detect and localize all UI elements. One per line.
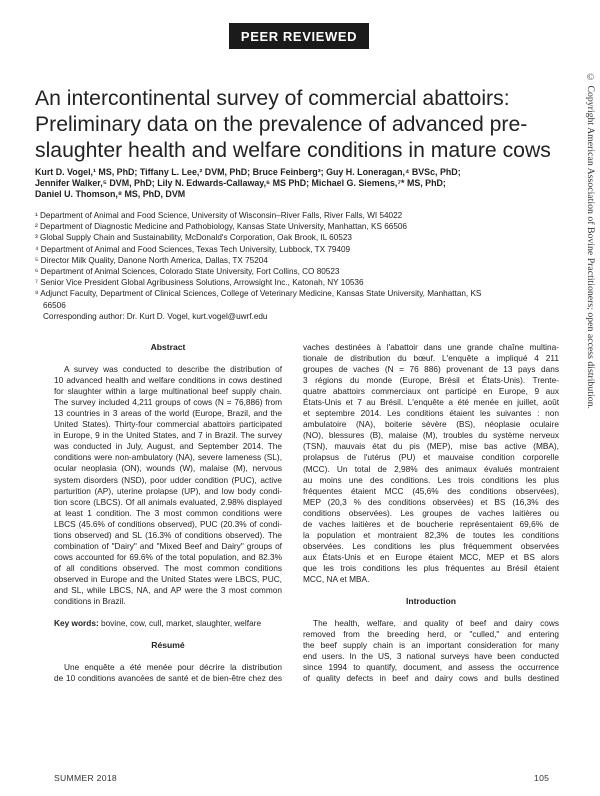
text-line: and SL, while LBCS, NA, and AP were the 3 most common <box>54 584 282 595</box>
text-line: tion score (LBCS). Of all animals evaluated, 2.98% displayed <box>54 496 282 507</box>
text-line: aux États-Unis et en Europe étaient MCC, MEP et BS alors <box>303 551 559 562</box>
text-line: ocular neoplasia (ON), wounds (W), malaise (M), nervous <box>54 463 282 474</box>
left-column <box>54 342 282 684</box>
text-line: de 10 conditions avancées de santé et de bien-être chez des <box>54 673 282 684</box>
author-line: Jennifer Walker,⁵ DVM, PhD; Lily N. Edwards-Callaway,⁶ MS PhD; Michael G. Siemens,⁷* MS, PhD; <box>35 178 446 188</box>
affiliation: ⁵ Director Milk Quality, Danone North America, Dallas, TX 75204 <box>35 255 268 265</box>
text-line: que les trois conditions les plus fréquentes au Brésil étaient <box>303 562 559 573</box>
text-line: of all conditions observed. The most common conditions <box>54 562 282 573</box>
text-line: combination of "Dairy" and "Mixed Beef and Dairy" groups of <box>54 540 282 551</box>
text-line: (MCC). Un total de 2,98% des animaux évalués montraient <box>303 463 559 474</box>
text-line: 3 régions du monde (Europe, Brésil et États-Unis). Trente- <box>303 375 559 386</box>
affiliation: 66506 <box>43 300 66 310</box>
text-line: (NO), blessures (B), malaise (M), troubles du système nerveux <box>303 430 559 441</box>
right-column <box>303 342 559 684</box>
text-line: MCC, NA et MBA. <box>303 573 370 584</box>
text-line: 13 countries in 3 areas of the world (Europe, Brazil, and the <box>54 408 282 419</box>
text-line: observed in Europe and the United States were LBCS, PUC, <box>54 573 282 584</box>
text-line: LBCS (45.6% of conditions observed), PUC (20.3% of condi- <box>54 518 282 529</box>
text-line: United States). Thirty-four commercial abattoirs participated <box>54 419 282 430</box>
introduction-heading: Introduction <box>405 596 457 607</box>
author-line: Daniel U. Thomson,⁸ MS, PhD, DVM <box>35 189 186 199</box>
text-line: Une enquête a été menée pour décrire la distribution <box>64 662 282 673</box>
text-line: the beef supply chain is an important consideration for many <box>303 640 559 651</box>
text-line: prolapsus de l'utérus (PU) et mauvaise condition corporelle <box>303 452 559 463</box>
text-line: vaches destinées à l'abattoir dans une grande chaîne multina- <box>303 342 559 352</box>
text-line: États-Unis et 7 au Brésil. L'enquête a été menée en juillet, août <box>303 397 559 408</box>
text-line: au moins une des conditions. Les trois conditions les plus <box>303 474 559 485</box>
text-line: la population et montraient 82,3% de toutes les conditions <box>303 529 559 540</box>
affiliation: ⁸ Adjunct Faculty, Department of Clinical Sciences, College of Veterinary Medicine, Kansas State University, Manhattan, KS <box>35 289 482 299</box>
affiliation: ⁷ Senior Vice President Global Agribusiness Solutions, Arrowsight Inc., Katonah, NY 10536 <box>35 278 364 288</box>
text-line: conditions observées). Les groupes de vaches laitières ou <box>303 507 559 518</box>
author-line: Kurt D. Vogel,¹ MS, PhD; Tiffany L. Lee,² DVM, PhD; Bruce Feinberg³; Guy H. Loneragan,⁴ BVSc, PhD; <box>35 167 461 177</box>
text-line: since 1994 to quantify, document, and assess the occurrence <box>303 662 559 673</box>
title-line: An intercontinental survey of commercial abattoirs: <box>35 87 510 110</box>
text-line: conditions were non-ambulatory (NA), severe lameness (SL), <box>54 452 282 463</box>
text-line: at least 1 condition. The 3 most common conditions were <box>54 507 282 518</box>
text-line: The health, welfare, and quality of beef and dairy cows <box>313 618 559 629</box>
abstract-heading: Abstract <box>150 342 186 352</box>
text-line: tionale de distribution du bœuf. L'enquête a impliqué 4 211 <box>303 353 559 364</box>
text-line: of quality defects in beef and dairy cows and bulls destined <box>303 673 559 684</box>
affiliations <box>35 210 563 322</box>
resume-heading: Résumé <box>151 640 185 651</box>
text-line: de vaches laitières et de boucherie représentaient 69,6% de <box>303 518 559 529</box>
text-line: fréquentes étaient MCC (45,6% des conditions observées), <box>303 485 559 496</box>
keywords-label: Key words: <box>54 618 99 629</box>
text-line: conditions in Brazil. <box>54 596 126 607</box>
text-line: groupes de vaches (N = 76 886) provenant de 13 pays dans <box>303 364 559 375</box>
text-line: 10 advanced health and welfare conditions in cows destined <box>54 375 282 386</box>
title-line: Preliminary data on the prevalence of advanced pre- <box>35 113 528 136</box>
abstract-body <box>54 364 282 607</box>
affiliation: ¹ Department of Animal and Food Science, University of Wisconsin–River Falls, River Falls, WI 54022 <box>35 211 403 220</box>
text-line: end users. In the US, 3 national surveys have been conducted <box>303 651 559 662</box>
text-line: in Europe, 9 in the United States, and 7 in Brazil. The survey <box>54 430 282 441</box>
text-line: quatre abattoirs commerciaux ont participé en Europe, 9 aux <box>303 386 559 397</box>
corresponding-author: Corresponding author: Dr. Kurt D. Vogel, kurt.vogel@uwrf.edu <box>43 311 268 321</box>
text-line: cows accounted for 69.6% of the total population, and 82.3% <box>54 551 282 562</box>
text-line: was conducted in July, August, and September 2014. The <box>54 441 282 452</box>
peer-reviewed-badge: PEER REVIEWED <box>229 23 369 49</box>
footer-page-number: 105 <box>534 773 550 783</box>
text-line: for slaughter within a large multinational beef supply chain. <box>54 386 282 397</box>
article-title <box>35 86 565 164</box>
footer-issue: SUMMER 2018 <box>54 773 117 783</box>
text-line: observées. Les conditions les plus fréquemment observées <box>303 540 559 551</box>
affiliation: ⁴ Department of Animal and Food Sciences, Texas Tech University, Lubbock, TX 79409 <box>35 244 351 254</box>
affiliation: ² Department of Diagnostic Medicine and Pathobiology, Kansas State University, Manhattan, KS 66506 <box>35 222 407 232</box>
resume-body-continued <box>303 342 559 585</box>
text-line: et septembre 2014. Les conditions étaient les suivantes : non <box>303 408 559 419</box>
text-line: parturition (AP), uterine prolapse (UP), and low body condi- <box>54 485 282 496</box>
text-line: system disorders (NSD), poor udder condition (PUC), active <box>54 474 282 485</box>
text-line: tions observed) and SL (16.3% of conditions observed). The <box>54 529 282 540</box>
text-line: MEP (20,3 % des conditions observées) et BS (16,3% des <box>303 496 559 507</box>
title-line: slaughter health and welfare conditions in mature cows <box>35 139 551 162</box>
text-line: A survey was conducted to describe the distribution of <box>64 364 282 375</box>
copyright-side-note: © Copyright American Association of Bovine Practitioners; open access distribution. <box>585 72 596 409</box>
affiliation: ⁶ Department of Animal Sciences, Colorado State University, Fort Collins, CO 80523 <box>35 267 340 277</box>
text-line: ambulatoire (NA), boiterie sévère (BS), néoplasie oculaire <box>303 419 559 430</box>
text-line: The survey included 4,211 groups of cows (N = 76,886) from <box>54 397 282 408</box>
affiliation: ³ Global Supply Chain and Sustainability, McDonald's Corporation, Oak Brook, IL 60523 <box>35 233 352 243</box>
text-line: (TSN), mauvais état du pis (MEP), mise bas active (MBA), <box>303 441 559 452</box>
author-list <box>35 167 563 200</box>
keywords <box>54 618 282 629</box>
keywords-text: bovine, cow, cull, market, slaughter, welfare <box>98 618 262 629</box>
introduction-body <box>303 618 559 684</box>
text-line: removed from the breeding herd, or "culled," and entering <box>303 629 559 640</box>
resume-body <box>54 662 282 684</box>
